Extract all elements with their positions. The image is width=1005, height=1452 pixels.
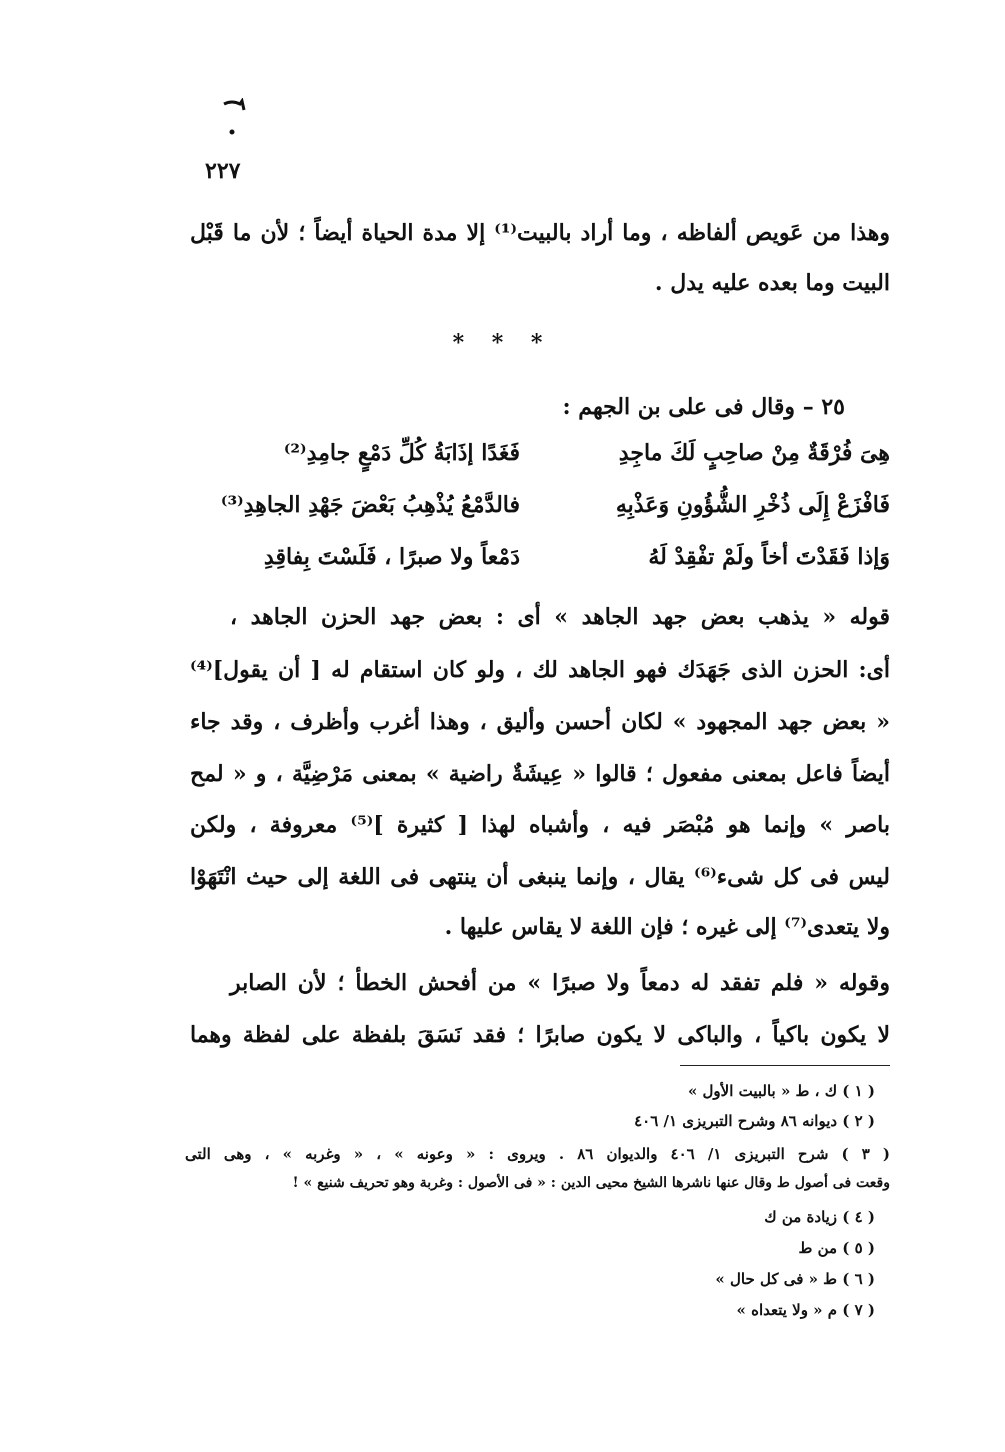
footnote-4: ( ٤ ) زيادة من ك [764,1208,875,1226]
poem-verse-1 [190,440,890,474]
verse-2-second-hemistich: فالدَّمْعُ يُذْهِبُ بَعْضَ جَهْدِ الجاهِدِ⁽³⁾ [220,492,520,518]
verse-2-first-hemistich: فَافْزَعْ إِلَى ذُخْرِ الشُّؤُونِ وَعَذْبِهِ [615,492,890,518]
paragraph-2-line-2: أى: الحزن الذى جَهَدَك فهو الجاهد لك ، ولو كان استقام له [ أن يقول]⁽⁴⁾ [190,657,890,683]
paragraph-2-line-4: أيضاً فاعل بمعنى مفعول ؛ قالوا « عِيشَةٌ راضية » بمعنى مَرْضِيَّة ، و « لمح [190,761,890,787]
paragraph-2-line-7: ولا يتعدى⁽⁷⁾ إلى غيره ؛ فإن اللغة لا يقاس عليها . [444,914,890,940]
footnote-2: ( ٢ ) ديوانه ٨٦ وشرح التبريزى ١/ ٤٠٦ [634,1112,875,1130]
paragraph-3-line-2: لا يكون باكياً ، والباكى لا يكون صابرًا ؛ فقد نَسَقَ بلفظة على لفظة وهما [190,1022,890,1048]
section-separator: * * * [452,330,553,356]
footnote-divider [680,1065,890,1066]
paragraph-1-line-1: وهذا من عَويص ألفاظه ، وما أراد بالبيت⁽¹⁾ إلا مدة الحياة أيضاً ؛ لأن ما قَبْل [190,220,890,246]
page-number: ٢٢٧ [205,158,241,184]
footnote-7: ( ٧ ) م « ولا يتعداه » [736,1301,875,1319]
paragraph-3-line-1: وقوله « فلم تفقد له دمعاً ولا صبرًا » من أفحش الخطأ ؛ لأن الصابر [230,970,890,996]
footnote-1: ( ١ ) ك ، ط « بالبيت الأول » [687,1082,875,1100]
footnote-5: ( ٥ ) من ط [798,1239,875,1257]
footnote-6: ( ٦ ) ط « فى كل حال » [715,1270,875,1288]
verse-3-second-hemistich: دَمْعاً ولا صبرًا ، فَلَسْتَ بِفاقِدِ [263,544,520,570]
paragraph-2-line-6: ليس فى كل شىء⁽⁶⁾ يقال ، وإنما ينبغى أن ينتهى فى اللغة إلى حيث انْتَهَوْا [190,864,890,890]
page-corner-mark-icon [222,98,250,138]
footnote-3-continuation: وقعت فى أصول ط وقال عنها ناشرها الشيخ محيى الدين : « فى الأصول : وغربة وهو تحريف شنيع » ! [292,1175,890,1191]
poem-verse-2 [190,492,890,526]
verse-1-first-hemistich: هِىَ فُرْقَةٌ مِنْ صاحِبٍ لَكَ ماجِدِ [618,440,890,466]
paragraph-2-line-5: باصر » وإنما هو مُبْصَر فيه ، وأشباه لهذا [ كثيرة ]⁽⁵⁾ معروفة ، ولكن [190,812,891,838]
poem-heading: ٢٥ – وقال فى على بن الجهم : [562,394,845,420]
paragraph-2-line-1: قوله « يذهب بعض جهد الجاهد » أى : بعض جهد الحزن الجاهد ، [230,604,890,630]
verse-1-second-hemistich: فَغَدًا إذَابَةُ كُلِّ دَمْعٍ جامِدِ⁽²⁾ [283,440,520,466]
verse-3-first-hemistich: وَإذا فَقَدْتَ أخاً ولَمْ تفْقِدْ لَهُ [648,544,890,570]
footnote-3: ( ٣ ) شرح التبريزى ١/ ٤٠٦ والديوان ٨٦ . ويروى : « وعونه » ، « وغربه » ، وهى التى [185,1145,890,1163]
paragraph-1-line-2: البيت وما بعده عليه يدل . [654,270,890,296]
poem-verse-3 [190,544,890,578]
paragraph-2-line-3: « بعض جهد المجهود » لكان أحسن وأليق ، وهذا أغرب وأظرف ، وقد جاء [190,709,890,735]
